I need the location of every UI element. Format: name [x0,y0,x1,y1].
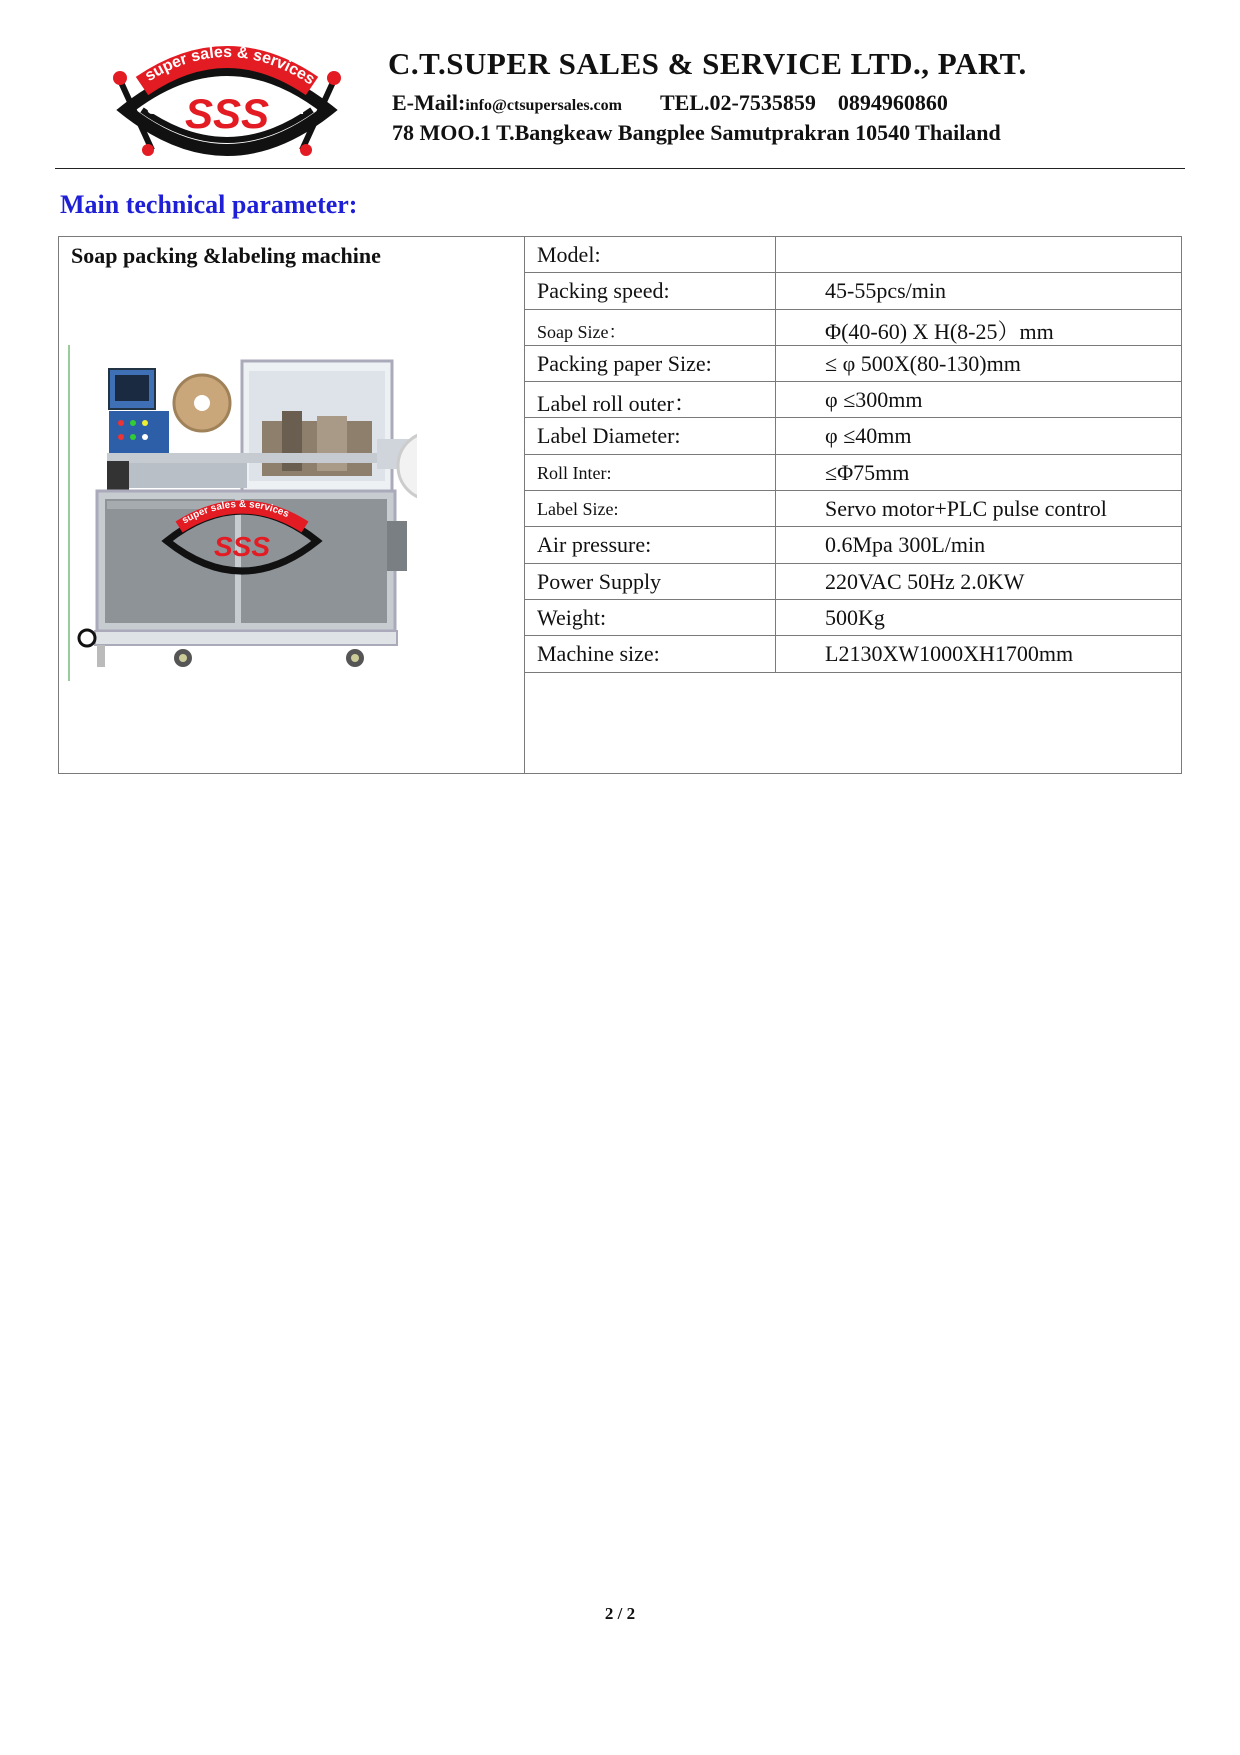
spec-table [58,236,1182,774]
product-name: Soap packing &labeling machine [71,243,381,268]
spec-row [525,237,1181,273]
spec-label: Power Supply [537,568,662,594]
spec-label: Label Size: [537,499,619,520]
column-divider [775,636,776,671]
spec-label: Roll Inter: [537,462,612,483]
spec-label: Label roll outer： [537,391,696,417]
column-divider [775,600,776,635]
spec-value: 0.6Mpa 300L/min [825,532,986,558]
spec-value: 220VAC 50Hz 2.0KW [825,568,1025,594]
spec-value: Φ(40-60) X H(8-25）mm [825,318,1054,344]
spec-row [525,310,1181,346]
spec-value: φ ≤40mm [825,423,912,449]
spec-value: ≤Φ75mm [825,459,910,485]
spec-label: Air pressure: [537,532,652,558]
company-address: 78 MOO.1 T.Bangkeaw Bangplee Samutprakran 10540 Thailand [392,120,1001,145]
column-divider [775,346,776,381]
column-divider [775,310,776,345]
spec-value: L2130XW1000XH1700mm [825,641,1074,667]
section-title: Main technical parameter: [60,190,358,219]
spec-label: Label Diameter: [537,423,681,449]
spec-row [525,491,1181,527]
company-logo [112,40,342,160]
logo-arc-text: super sales & services [142,43,318,89]
spec-label: Packing speed: [537,278,670,304]
column-divider [775,455,776,490]
spec-rows [525,237,1181,673]
watermark-logo-text: SSS [213,531,271,562]
page-number: 2 / 2 [604,1604,636,1623]
contact-line [392,90,948,116]
column-divider [775,237,776,272]
logo-left-letter: C [146,101,158,117]
column-divider [775,527,776,562]
company-name: C.T.SUPER SALES & SERVICE LTD., PART. [388,46,1027,81]
spec-label: Machine size: [537,641,660,667]
spec-label: Soap Size： [537,321,627,342]
spec-row [525,455,1181,491]
column-divider [775,273,776,308]
mobile-number: 0894960860 [837,90,948,115]
spec-label: Packing paper Size: [537,350,712,376]
spec-row [525,564,1181,600]
spec-row [525,346,1181,382]
watermark-arc-text: super sales & services [180,498,291,527]
spec-row [525,382,1181,418]
spec-label: Model: [537,242,601,267]
spec-value: 45-55pcs/min [825,278,946,304]
email-label: E-Mail: [392,90,466,115]
product-cell [59,237,525,773]
telephone: TEL.02-7535859 [659,90,816,115]
spec-value: φ ≤300mm [825,387,923,413]
column-divider [775,491,776,526]
spec-value: Servo motor+PLC pulse control [825,496,1107,522]
spec-value: 500Kg [825,604,885,630]
spec-row [525,636,1181,672]
spec-label: Weight: [537,604,607,630]
column-divider [775,418,776,453]
spec-row [525,527,1181,563]
spec-row [525,600,1181,636]
logo-right-letter: T [297,101,307,117]
spec-row [525,418,1181,454]
spec-value: ≤ φ 500X(80-130)mm [825,350,1021,376]
column-divider [775,382,776,417]
column-divider [775,564,776,599]
header-divider [55,168,1185,169]
spec-row [525,273,1181,309]
machine-photo [67,341,417,681]
email-value: info@ctsupersales.com [465,97,622,114]
logo-main-text: SSS [184,90,270,137]
